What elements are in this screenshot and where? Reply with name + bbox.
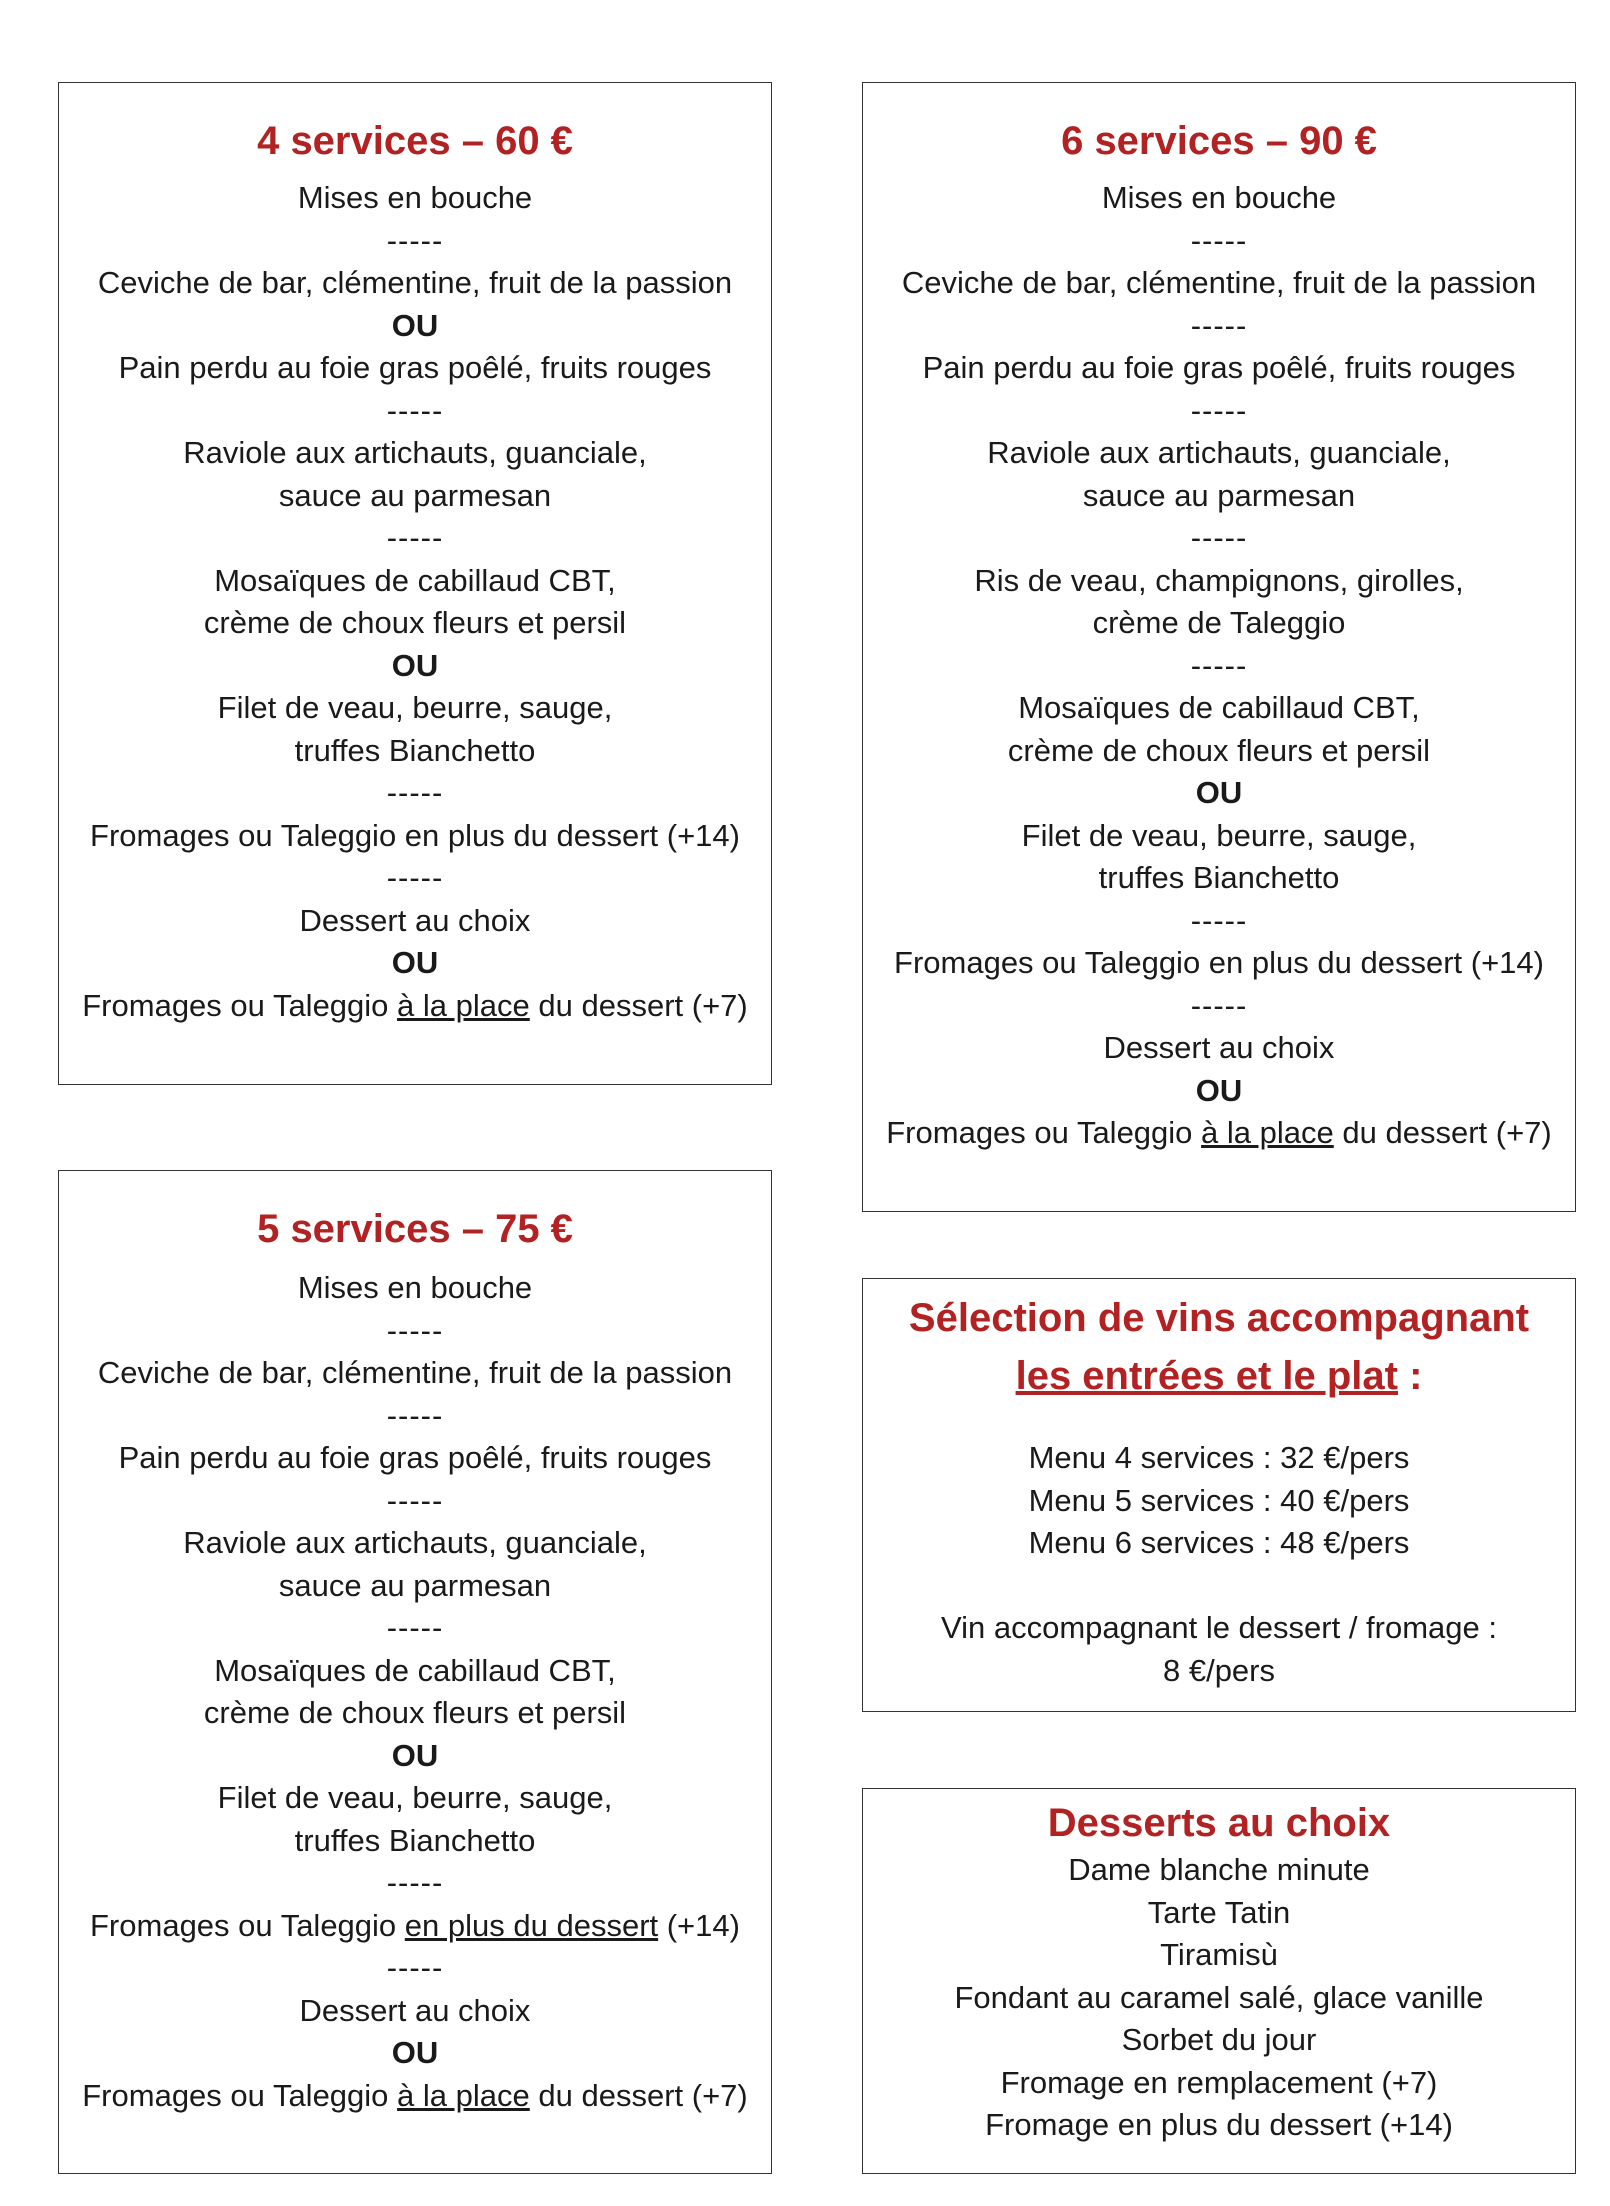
wine-title-colon: : [1397, 1354, 1423, 1398]
fromage-place-suffix: du dessert (+7) [1333, 1115, 1552, 1150]
course-separator: ----- [386, 1865, 444, 1900]
course-ris-de-veau-line-2: crème de Taleggio [1092, 605, 1346, 640]
course-raviole-line-1: Raviole aux artichauts, guanciale, [183, 435, 647, 470]
course-ceviche: Ceviche de bar, clémentine, fruit de la passion [97, 1355, 733, 1390]
menu-5-services-card [58, 1170, 772, 2174]
fromage-plus-suffix: (+14) [658, 1907, 740, 1943]
wine-price-menu-6: Menu 6 services : 48 €/pers [1028, 1525, 1410, 1560]
course-mosaique-line-2: crème de choux fleurs et persil [203, 605, 627, 640]
course-fromage-place [59, 985, 771, 1028]
course-separator: ----- [1190, 222, 1248, 258]
menu-4-services-card [58, 82, 772, 1085]
or-label: OU [391, 647, 439, 683]
course-fromage-place [863, 1112, 1575, 1155]
course-fromage-plus: Fromages ou Taleggio en plus du dessert (+14) [90, 817, 740, 853]
course-filet-line-1: Filet de veau, beurre, sauge, [217, 1780, 613, 1815]
course-separator: ----- [1190, 392, 1248, 428]
course-filet-line-2: truffes Bianchetto [294, 1822, 536, 1858]
fromage-place-suffix: du dessert (+7) [529, 987, 748, 1023]
course-raviole-line-2: sauce au parmesan [1082, 477, 1356, 513]
fromage-place-underlined: à la place [397, 987, 530, 1023]
course-separator: ----- [386, 222, 444, 258]
wine-title-line-1: Sélection de vins accompagnant [908, 1296, 1530, 1340]
spacer [863, 1565, 1575, 1608]
wine-dessert-line-1: Vin accompagnant le dessert / fromage : [940, 1610, 1498, 1645]
wine-title [863, 1289, 1575, 1405]
or-label: OU [391, 945, 439, 980]
course-separator: ----- [386, 775, 444, 810]
or-label: OU [391, 2035, 439, 2070]
course-separator: ----- [386, 1397, 444, 1433]
course-ris-de-veau-line-1: Ris de veau, champignons, girolles, [974, 562, 1464, 598]
course-separator: ----- [386, 1482, 444, 1518]
or-label: OU [1195, 1072, 1243, 1108]
course-dessert: Dessert au choix [299, 1992, 531, 2028]
dessert-item: Tarte Tatin [1147, 1894, 1291, 1930]
wine-title-underlined: les entrées et le plat [1015, 1354, 1398, 1398]
dessert-item: Sorbet du jour [1121, 2022, 1317, 2057]
course-raviole-line-2: sauce au parmesan [278, 1567, 552, 1603]
desserts-list [863, 1849, 1575, 2147]
wine-price-menu-4: Menu 4 services : 32 €/pers [1028, 1440, 1410, 1475]
menu-6-courses [863, 177, 1575, 1155]
fromage-place-underlined: à la place [397, 2077, 530, 2113]
menu-5-title: 5 services – 75 € [257, 1207, 573, 1251]
wine-selection-card [862, 1278, 1576, 1712]
course-mosaique-line-1: Mosaïques de cabillaud CBT, [1018, 690, 1420, 725]
course-ceviche: Ceviche de bar, clémentine, fruit de la passion [97, 265, 733, 300]
dessert-item: Tiramisù [1160, 1937, 1278, 1972]
fromage-place-prefix: Fromages ou Taleggio [82, 2077, 398, 2113]
course-fromage-place [59, 2075, 771, 2118]
course-pain-perdu: Pain perdu au foie gras poêlé, fruits rouges [118, 1440, 712, 1475]
course-separator: ----- [386, 520, 444, 555]
course-raviole-line-1: Raviole aux artichauts, guanciale, [987, 435, 1451, 470]
desserts-title: Desserts au choix [1047, 1801, 1391, 1845]
menu-6-services-card [862, 82, 1576, 1212]
course-mosaique-line-2: crème de choux fleurs et persil [203, 1695, 627, 1730]
dessert-item: Fondant au caramel salé, glace vanille [954, 1979, 1484, 2015]
course-dessert: Dessert au choix [299, 902, 531, 938]
dessert-item: Dame blanche minute [1068, 1852, 1370, 1887]
course-separator: ----- [1190, 987, 1248, 1023]
course-ceviche: Ceviche de bar, clémentine, fruit de la passion [901, 265, 1537, 300]
wine-price-menu-5: Menu 5 services : 40 €/pers [1028, 1482, 1410, 1518]
fromage-plus-prefix: Fromages ou Taleggio [90, 1907, 405, 1943]
course-mosaique-line-1: Mosaïques de cabillaud CBT, [214, 562, 616, 598]
course-separator: ----- [386, 1950, 444, 1985]
or-label: OU [391, 307, 439, 343]
course-raviole-line-1: Raviole aux artichauts, guanciale, [183, 1525, 647, 1560]
menu-4-title: 4 services – 60 € [257, 119, 573, 163]
dessert-item: Fromage en plus du dessert (+14) [985, 2107, 1453, 2142]
course-separator: ----- [1190, 902, 1248, 938]
menu-6-title: 6 services – 90 € [1061, 119, 1377, 163]
fromage-place-underlined: à la place [1201, 1115, 1334, 1150]
fromage-place-suffix: du dessert (+7) [529, 2077, 748, 2113]
course-separator: ----- [386, 1312, 444, 1348]
course-pain-perdu: Pain perdu au foie gras poêlé, fruits rouges [922, 350, 1516, 385]
dessert-item: Fromage en remplacement (+7) [1000, 2064, 1438, 2100]
wine-dessert-line-2: 8 €/pers [1162, 1652, 1275, 1688]
course-dessert: Dessert au choix [1103, 1030, 1335, 1065]
fromage-place-prefix: Fromages ou Taleggio [82, 987, 398, 1023]
menu-4-courses [59, 177, 771, 1027]
course-separator: ----- [386, 860, 444, 895]
course-separator: ----- [1190, 647, 1248, 683]
course-filet-line-1: Filet de veau, beurre, sauge, [217, 690, 613, 725]
course-mosaique-line-2: crème de choux fleurs et persil [1007, 732, 1431, 768]
course-mises-en-bouche: Mises en bouche [297, 1270, 533, 1305]
fromage-place-prefix: Fromages ou Taleggio [886, 1115, 1202, 1150]
course-separator: ----- [386, 392, 444, 428]
course-raviole-line-2: sauce au parmesan [278, 477, 552, 513]
course-separator: ----- [386, 1610, 444, 1645]
course-separator: ----- [1190, 307, 1248, 343]
course-filet-line-2: truffes Bianchetto [1098, 860, 1340, 895]
course-mises-en-bouche: Mises en bouche [1101, 180, 1337, 215]
course-filet-line-2: truffes Bianchetto [294, 732, 536, 768]
course-fromage-plus [59, 1905, 771, 1948]
course-filet-line-1: Filet de veau, beurre, sauge, [1021, 817, 1417, 853]
menu-5-courses [59, 1267, 771, 2117]
course-mosaique-line-1: Mosaïques de cabillaud CBT, [214, 1652, 616, 1688]
course-fromage-plus: Fromages ou Taleggio en plus du dessert (+14) [894, 945, 1544, 980]
fromage-plus-underlined: en plus du dessert [404, 1907, 659, 1943]
desserts-card [862, 1788, 1576, 2174]
or-label: OU [391, 1737, 439, 1773]
course-pain-perdu: Pain perdu au foie gras poêlé, fruits rouges [118, 350, 712, 385]
course-mises-en-bouche: Mises en bouche [297, 180, 533, 215]
course-separator: ----- [1190, 520, 1248, 555]
wine-prices [863, 1437, 1575, 1692]
or-label: OU [1195, 775, 1243, 810]
wine-title-line-2 [863, 1347, 1575, 1405]
